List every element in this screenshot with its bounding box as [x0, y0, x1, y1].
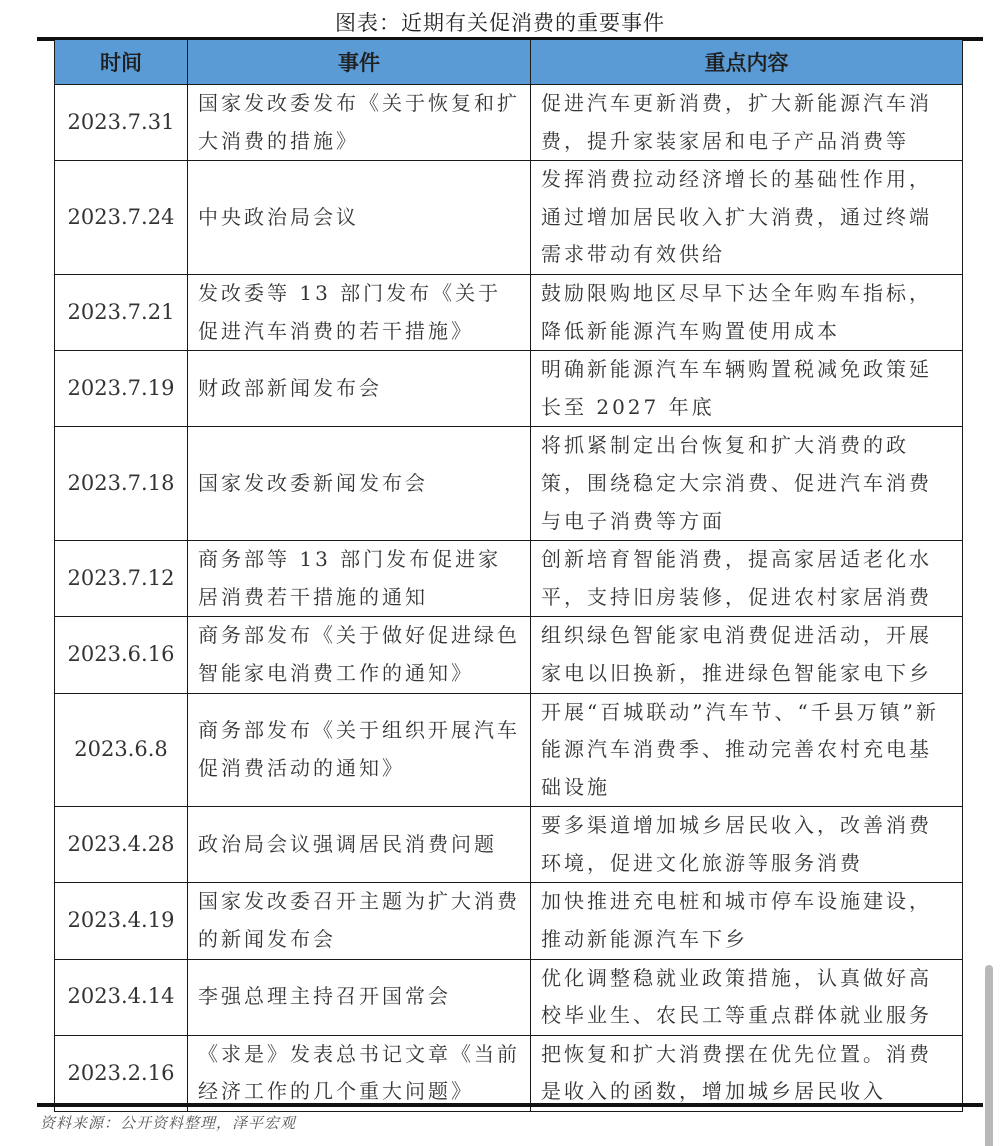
- table-header-row: [55, 40, 963, 85]
- table-row: [55, 85, 963, 161]
- date-cell: 2023.7.19: [55, 351, 188, 427]
- event-cell: 政治局会议强调居民消费问题: [188, 807, 531, 883]
- event-cell: 发改委等 13 部门发布《关于促进汽车消费的若干措施》: [188, 274, 531, 350]
- source-note: 资料来源：公开资料整理，泽平宏观: [40, 1114, 297, 1132]
- table-caption: 图表：近期有关促消费的重要事件: [335, 11, 665, 35]
- content-cell: 促进汽车更新消费，扩大新能源汽车消费，提升家装家居和电子产品消费等: [531, 85, 963, 161]
- event-cell: 商务部等 13 部门发布促进家居消费若干措施的通知: [188, 541, 531, 617]
- event-cell: 商务部发布《关于组织开展汽车促消费活动的通知》: [188, 693, 531, 807]
- date-cell: 2023.6.16: [55, 617, 188, 693]
- date-cell: 2023.7.24: [55, 161, 188, 275]
- table-row: [55, 274, 963, 350]
- column-header-content: 重点内容: [531, 40, 963, 85]
- bottom-rule-divider: [37, 1103, 983, 1107]
- table-row: [55, 427, 963, 541]
- content-cell: 鼓励限购地区尽早下达全年购车指标，降低新能源汽车购置使用成本: [531, 274, 963, 350]
- event-cell: 财政部新闻发布会: [188, 351, 531, 427]
- event-cell: 李强总理主持召开国常会: [188, 959, 531, 1035]
- table-row: [55, 617, 963, 693]
- event-cell: 《求是》发表总书记文章《当前经济工作的几个重大问题》: [188, 1035, 531, 1111]
- event-cell: 商务部发布《关于做好促进绿色智能家电消费工作的通知》: [188, 617, 531, 693]
- events-table: [54, 40, 963, 1112]
- column-header-date: 时间: [55, 40, 188, 85]
- table-row: [55, 1035, 963, 1111]
- content-cell: 开展“百城联动”汽车节、“千县万镇”新能源汽车消费季、推动完善农村充电基础设施: [531, 693, 963, 807]
- event-cell: 国家发改委新闻发布会: [188, 427, 531, 541]
- date-cell: 2023.7.31: [55, 85, 188, 161]
- content-cell: 明确新能源汽车车辆购置税减免政策延长至 2027 年底: [531, 351, 963, 427]
- column-header-event: 事件: [188, 40, 531, 85]
- content-cell: 要多渠道增加城乡居民收入，改善消费环境，促进文化旅游等服务消费: [531, 807, 963, 883]
- content-cell: 优化调整稳就业政策措施，认真做好高校毕业生、农民工等重点群体就业服务: [531, 959, 963, 1035]
- event-cell: 国家发改委召开主题为扩大消费的新闻发布会: [188, 883, 531, 959]
- vertical-scrollbar[interactable]: [985, 965, 993, 1146]
- content-cell: 组织绿色智能家电消费促进活动，开展家电以旧换新，推进绿色智能家电下乡: [531, 617, 963, 693]
- content-cell: 加快推进充电桩和城市停车设施建设，推动新能源汽车下乡: [531, 883, 963, 959]
- date-cell: 2023.4.14: [55, 959, 188, 1035]
- content-cell: 将抓紧制定出台恢复和扩大消费的政策，围绕稳定大宗消费、促进汽车消费与电子消费等方面: [531, 427, 963, 541]
- content-cell: 创新培育智能消费，提高家居适老化水平，支持旧房装修，促进农村家居消费: [531, 541, 963, 617]
- date-cell: 2023.4.28: [55, 807, 188, 883]
- table-row: [55, 693, 963, 807]
- content-cell: 把恢复和扩大消费摆在优先位置。消费是收入的函数，增加城乡居民收入: [531, 1035, 963, 1111]
- table-row: [55, 883, 963, 959]
- date-cell: 2023.7.18: [55, 427, 188, 541]
- date-cell: 2023.7.21: [55, 274, 188, 350]
- table-row: [55, 161, 963, 275]
- content-cell: 发挥消费拉动经济增长的基础性作用，通过增加居民收入扩大消费，通过终端需求带动有效供给: [531, 161, 963, 275]
- table-row: [55, 959, 963, 1035]
- date-cell: 2023.4.19: [55, 883, 188, 959]
- date-cell: 2023.6.8: [55, 693, 188, 807]
- event-cell: 国家发改委发布《关于恢复和扩大消费的措施》: [188, 85, 531, 161]
- date-cell: 2023.2.16: [55, 1035, 188, 1111]
- table-row: [55, 351, 963, 427]
- table-row: [55, 541, 963, 617]
- date-cell: 2023.7.12: [55, 541, 188, 617]
- event-cell: 中央政治局会议: [188, 161, 531, 275]
- table-row: [55, 807, 963, 883]
